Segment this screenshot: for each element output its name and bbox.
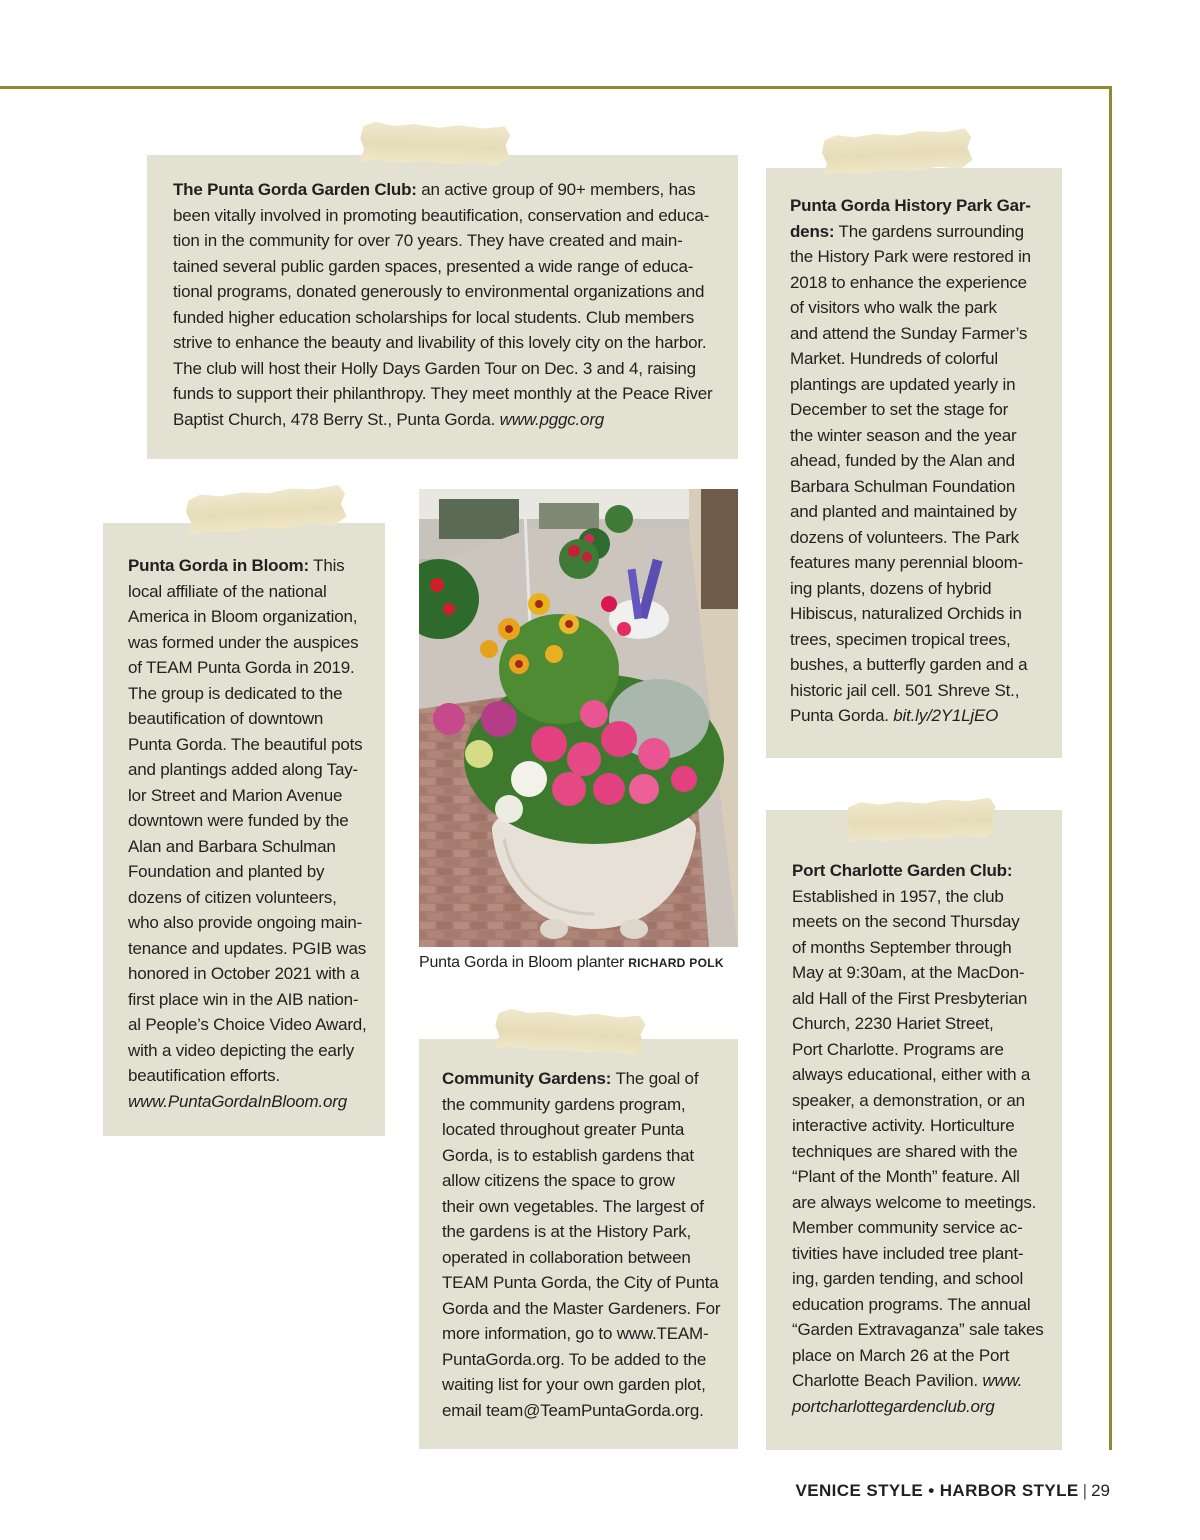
photo-caption-text: Punta Gorda in Bloom planter	[419, 954, 625, 971]
garden-club-text: The Punta Gorda Garden Club: an active group of 90+ members, has been vitally involved in promoting beautification, conservation and educa- tion in the community for over 70 years. They have created and main- tained several public garden spaces, presented a wide range of educa- tional programs, donated generously to environmental organizations and funded higher education scholarships for local students. Club members strive to enhance the beauty and livability of this lovely city on the harbor. The club will host their Holly Days Garden Tour on Dec. 3 and 4, raising funds to support their philanthropy. They meet monthly at the Peace River Baptist Church, 478 Berry St., Punta Gorda. www.pggc.org	[173, 180, 713, 429]
port-charlotte-url-2[interactable]: portcharlottegardenclub.org	[792, 1396, 995, 1416]
port-charlotte-url-1[interactable]: www.	[982, 1371, 1023, 1390]
planter-illustration	[419, 489, 738, 947]
port-charlotte-box	[766, 810, 1062, 1450]
in-bloom-url[interactable]: www.PuntaGordaInBloom.org	[128, 1091, 347, 1111]
history-park-box	[766, 168, 1062, 758]
planter-photo	[419, 489, 738, 947]
page-footer	[796, 1479, 1110, 1503]
garden-club-url[interactable]: www.pggc.org	[499, 409, 605, 429]
port-charlotte-title: Port Charlotte Garden Club:	[792, 861, 1013, 880]
garden-club-box	[147, 155, 738, 459]
in-bloom-text: Punta Gorda in Bloom: This local affiliate of the national America in Bloom organization, was formed under the auspices of TEAM Punta Gorda in 2019. The group is dedicated to the beautification of downtown Punta Gorda. The beautiful pots and plantings added along Tay- lor Street and Marion Avenue downtown were funded by the Alan and Barbara Schulman Foundation and planted by dozens of citizen volunteers, who also provide ongoing main- tenance and updates. PGIB was honored in October 2021 with a first place win in the AIB nation- al People’s Choice Video Award, with a video depicting the early beautification efforts. www.PuntaGordaInBloom.org	[128, 556, 367, 1111]
page-number: 29	[1091, 1481, 1110, 1500]
history-park-url[interactable]: bit.ly/2Y1LjEO	[893, 706, 999, 725]
in-bloom-title: Punta Gorda in Bloom:	[128, 556, 309, 575]
community-gardens-box	[419, 1039, 738, 1449]
frame-top-rule	[0, 86, 1112, 89]
community-gardens-text: Community Gardens: The goal of the community gardens program, located throughout greater Punta Gorda, is to establish gardens that allow citizens the space to grow their own vegetables. The largest of the gardens is at the History Park, operated in collaboration between TEAM Punta Gorda, the City of Punta Gorda and the Master Gardeners. For more information, go to www.TEAM- PuntaGorda.org. To be added to the waiting list for your own garden plot, email team@TeamPuntaGorda.org.	[442, 1069, 721, 1420]
in-bloom-box	[103, 523, 385, 1136]
tape-strip-garden-club	[359, 121, 510, 166]
photo-credit: RICHARD POLK	[628, 956, 724, 970]
community-gardens-title: Community Gardens:	[442, 1069, 612, 1088]
footer-separator: |	[1082, 1481, 1088, 1500]
history-park-title-2: dens:	[790, 221, 835, 241]
frame-right-rule	[1109, 86, 1112, 1450]
port-charlotte-text: Port Charlotte Garden Club: Established in 1957, the club meets on the second Thursday of months September through May at 9:30am, at the MacDon- ald Hall of the First Presbyterian Church, 2230 Hariet Street, Port Charlotte. Programs are always educational, either with a speaker, a demonstration, or an interactive activity. Horticulture techniques are shared with the “Plant of the Month” feature. All are always welcome to meetings. Member community service ac- tivities have included tree plant- ing, garden tending, and school education programs. The annual “Garden Extravaganza” sale takes place on March 26 at the Port Charlotte Beach Pavilion. www. portcharlottegardenclub.org	[792, 861, 1044, 1416]
photo-caption	[419, 952, 749, 974]
history-park-text: Punta Gorda History Park Gar- dens: The gardens surrounding the History Park were restored in 2018 to enhance the experience of visitors who walk the park and attend the Sunday Farmer’s Market. Hundreds of colorful plantings are updated yearly in December to set the stage for the winter season and the year ahead, funded by the Alan and Barbara Schulman Foundation and planted and maintained by dozens of volunteers. The Park features many perennial bloom- ing plants, dozens of hybrid Hibiscus, naturalized Orchids in trees, specimen tropical trees, bushes, a butterfly garden and a historic jail cell. 501 Shreve St., Punta Gorda. bit.ly/2Y1LjEO	[790, 196, 1031, 725]
history-park-title-1: Punta Gorda History Park Gar-	[790, 196, 1031, 215]
magazine-name: VENICE STYLE • HARBOR STYLE	[795, 1481, 1079, 1500]
garden-club-title: The Punta Gorda Garden Club:	[173, 180, 417, 199]
tape-strip-port-charlotte	[845, 797, 996, 842]
